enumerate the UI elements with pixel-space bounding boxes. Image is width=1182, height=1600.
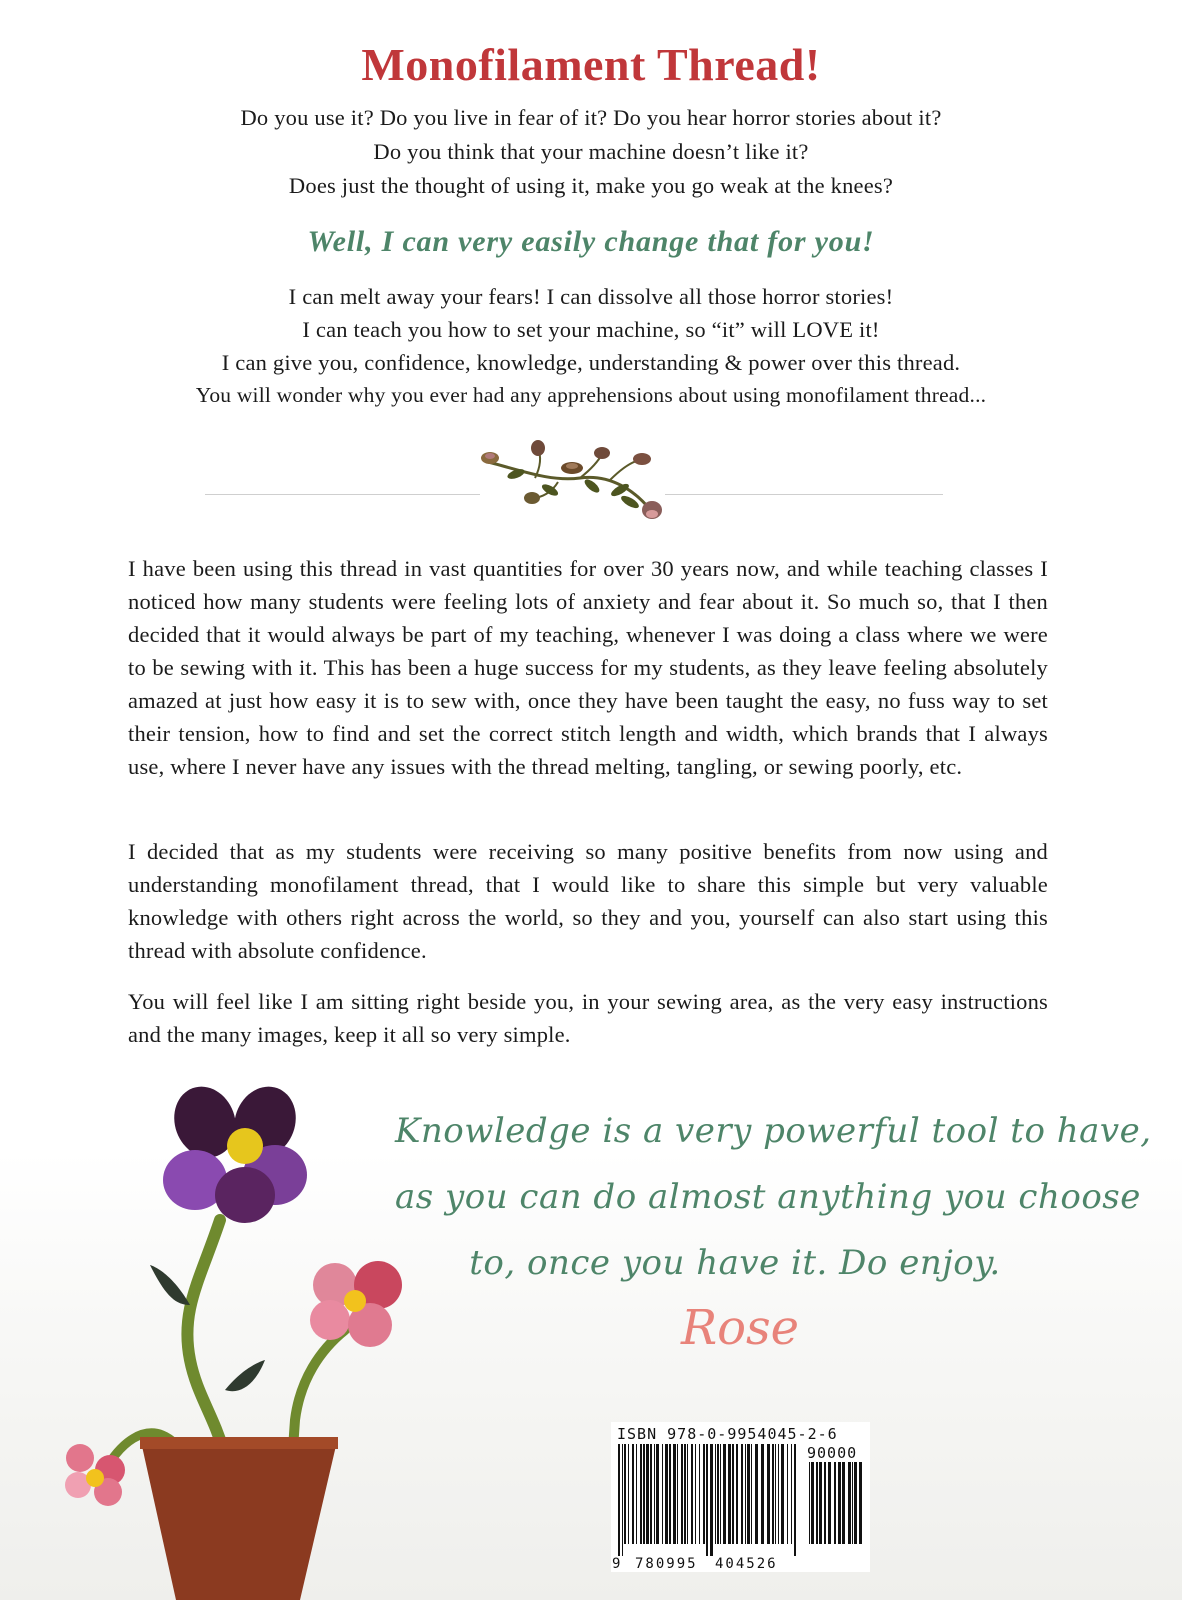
barcode-bar bbox=[710, 1444, 713, 1556]
barcode-digits-group: 780995 bbox=[635, 1556, 698, 1572]
barcode-bar bbox=[622, 1444, 623, 1556]
potted-flowers-illustration bbox=[0, 1080, 460, 1600]
quote-line: to, once you have it. Do enjoy. bbox=[469, 1243, 1001, 1283]
intro-questions bbox=[0, 101, 1182, 203]
divider-left bbox=[205, 494, 480, 495]
barcode-bar bbox=[761, 1444, 764, 1544]
signature: Rose bbox=[680, 1300, 800, 1356]
barcode-bar bbox=[628, 1444, 629, 1544]
quote bbox=[395, 1098, 1152, 1296]
intro-line: Does just the thought of using it, make you go weak at the knees? bbox=[288, 173, 894, 198]
barcode-bar bbox=[736, 1444, 738, 1544]
quote-line: as you can do almost anything you choose bbox=[395, 1177, 1141, 1217]
barcode-bar bbox=[684, 1444, 686, 1544]
barcode-bar bbox=[859, 1462, 862, 1544]
barcode-bar bbox=[741, 1444, 743, 1544]
promise-list bbox=[0, 280, 1182, 412]
barcode-bar bbox=[636, 1444, 637, 1544]
promise-line: You will wonder why you ever had any apprehensions about using monofilament thread... bbox=[195, 383, 987, 407]
barcode bbox=[611, 1422, 870, 1572]
barcode-bar bbox=[687, 1444, 688, 1544]
price-code-label: 90000 bbox=[807, 1444, 858, 1462]
quote-line: Knowledge is a very powerful tool to have, bbox=[395, 1111, 1152, 1151]
barcode-bar bbox=[838, 1462, 841, 1544]
barcode-bar bbox=[852, 1462, 853, 1544]
isbn-label: ISBN 978-0-9954045-2-6 bbox=[617, 1425, 838, 1443]
barcode-bars bbox=[616, 1444, 801, 1556]
barcode-bar bbox=[650, 1444, 652, 1544]
barcode-bar bbox=[751, 1444, 752, 1544]
barcode-digits-group: 404526 bbox=[715, 1556, 778, 1572]
barcode-bar bbox=[834, 1462, 836, 1544]
barcode-bar bbox=[728, 1444, 731, 1544]
barcode-bar bbox=[624, 1444, 626, 1544]
intro-line: Do you use it? Do you live in fear of it? Do you hear horror stories about it? bbox=[240, 105, 942, 130]
barcode-bar bbox=[775, 1444, 776, 1544]
barcode-bar bbox=[640, 1444, 642, 1544]
barcode-bar bbox=[755, 1444, 758, 1544]
barcode-bar bbox=[819, 1462, 822, 1544]
barcode-bar bbox=[767, 1444, 770, 1544]
body-paragraph: You will feel like I am sitting right beside you, in your sewing area, as the very easy instructions and the many images, keep it all so very simple. bbox=[128, 989, 1048, 1047]
barcode-bar bbox=[732, 1444, 734, 1544]
barcode-bar bbox=[662, 1444, 663, 1544]
barcode-lead-digit: 9 bbox=[612, 1556, 621, 1572]
barcode-bar bbox=[787, 1444, 788, 1544]
barcode-bar bbox=[781, 1444, 784, 1544]
barcode-bar bbox=[842, 1462, 845, 1544]
barcode-bar bbox=[717, 1444, 719, 1544]
barcode-bar bbox=[618, 1444, 620, 1556]
barcode-bar bbox=[646, 1444, 649, 1544]
barcode-bar bbox=[747, 1444, 750, 1544]
barcode-bar bbox=[854, 1462, 857, 1544]
barcode-bar bbox=[656, 1444, 659, 1544]
body-paragraph: I decided that as my students were receiving so many positive benefits from now using and understanding monofilament thread, that I would like to share this simple but very valuable knowledge with others right across the world, so they and you, yourself can also start using this thread with absolute confidence. bbox=[128, 839, 1048, 963]
body-paragraph: I have been using this thread in vast quantities for over 30 years now, and while teaching classes I noticed how many students were feeling lots of anxiety and fear about it. So much so, that I then decided that it would always be part of my teaching, whenever I was doing a class where we were to be sewing with it. This has been a huge success for my students, as they leave feeling absolutely amazed at just how easy it is to sew with, once they have been taught the easy, no fuss way to set their tension, how to find and set the correct stitch length and width, which brands that I always use, where I never have any issues with the thread melting, tangling, or sewing poorly, etc. bbox=[128, 556, 1048, 779]
barcode-bar bbox=[706, 1444, 708, 1556]
barcode-bar bbox=[681, 1444, 683, 1544]
barcode-bar bbox=[824, 1462, 826, 1544]
barcode-bar bbox=[791, 1444, 792, 1544]
barcode-bar bbox=[669, 1444, 671, 1544]
barcode-bar bbox=[673, 1444, 676, 1544]
barcode-bar bbox=[772, 1444, 774, 1544]
promise-line: I can teach you how to set your machine, so “it” will LOVE it! bbox=[302, 317, 880, 342]
barcode-bar bbox=[703, 1444, 705, 1544]
barcode-bar bbox=[665, 1444, 668, 1544]
barcode-bar bbox=[809, 1462, 810, 1544]
barcode-bar bbox=[811, 1462, 814, 1544]
barcode-bar bbox=[654, 1444, 655, 1544]
barcode-bar bbox=[643, 1444, 645, 1544]
barcode-bar bbox=[848, 1462, 851, 1544]
divider-right bbox=[665, 494, 943, 495]
barcode-bar bbox=[778, 1444, 779, 1544]
flower-sprig-icon bbox=[480, 440, 665, 525]
promise-line: I can give you, confidence, knowledge, understanding & power over this thread. bbox=[221, 350, 961, 375]
barcode-bar bbox=[745, 1444, 746, 1544]
intro-line: Do you think that your machine doesn’t like it? bbox=[373, 139, 809, 164]
barcode-bar bbox=[723, 1444, 726, 1544]
promise-line: I can melt away your fears! I can dissolve all those horror stories! bbox=[288, 284, 894, 309]
barcode-bar bbox=[699, 1444, 700, 1544]
barcode-bar bbox=[794, 1444, 796, 1556]
barcode-bar bbox=[691, 1444, 693, 1544]
barcode-bar bbox=[816, 1462, 818, 1544]
barcode-bar bbox=[632, 1444, 634, 1544]
barcode-bar bbox=[695, 1444, 696, 1544]
barcode-bar bbox=[828, 1462, 831, 1544]
barcode-bar bbox=[677, 1444, 678, 1544]
barcode-bar bbox=[720, 1444, 721, 1544]
barcode-bar bbox=[715, 1444, 716, 1544]
page-title: Monofilament Thread! bbox=[361, 39, 821, 90]
price-barcode-bars bbox=[807, 1462, 865, 1556]
subheading: Well, I can very easily change that for you! bbox=[307, 225, 875, 258]
